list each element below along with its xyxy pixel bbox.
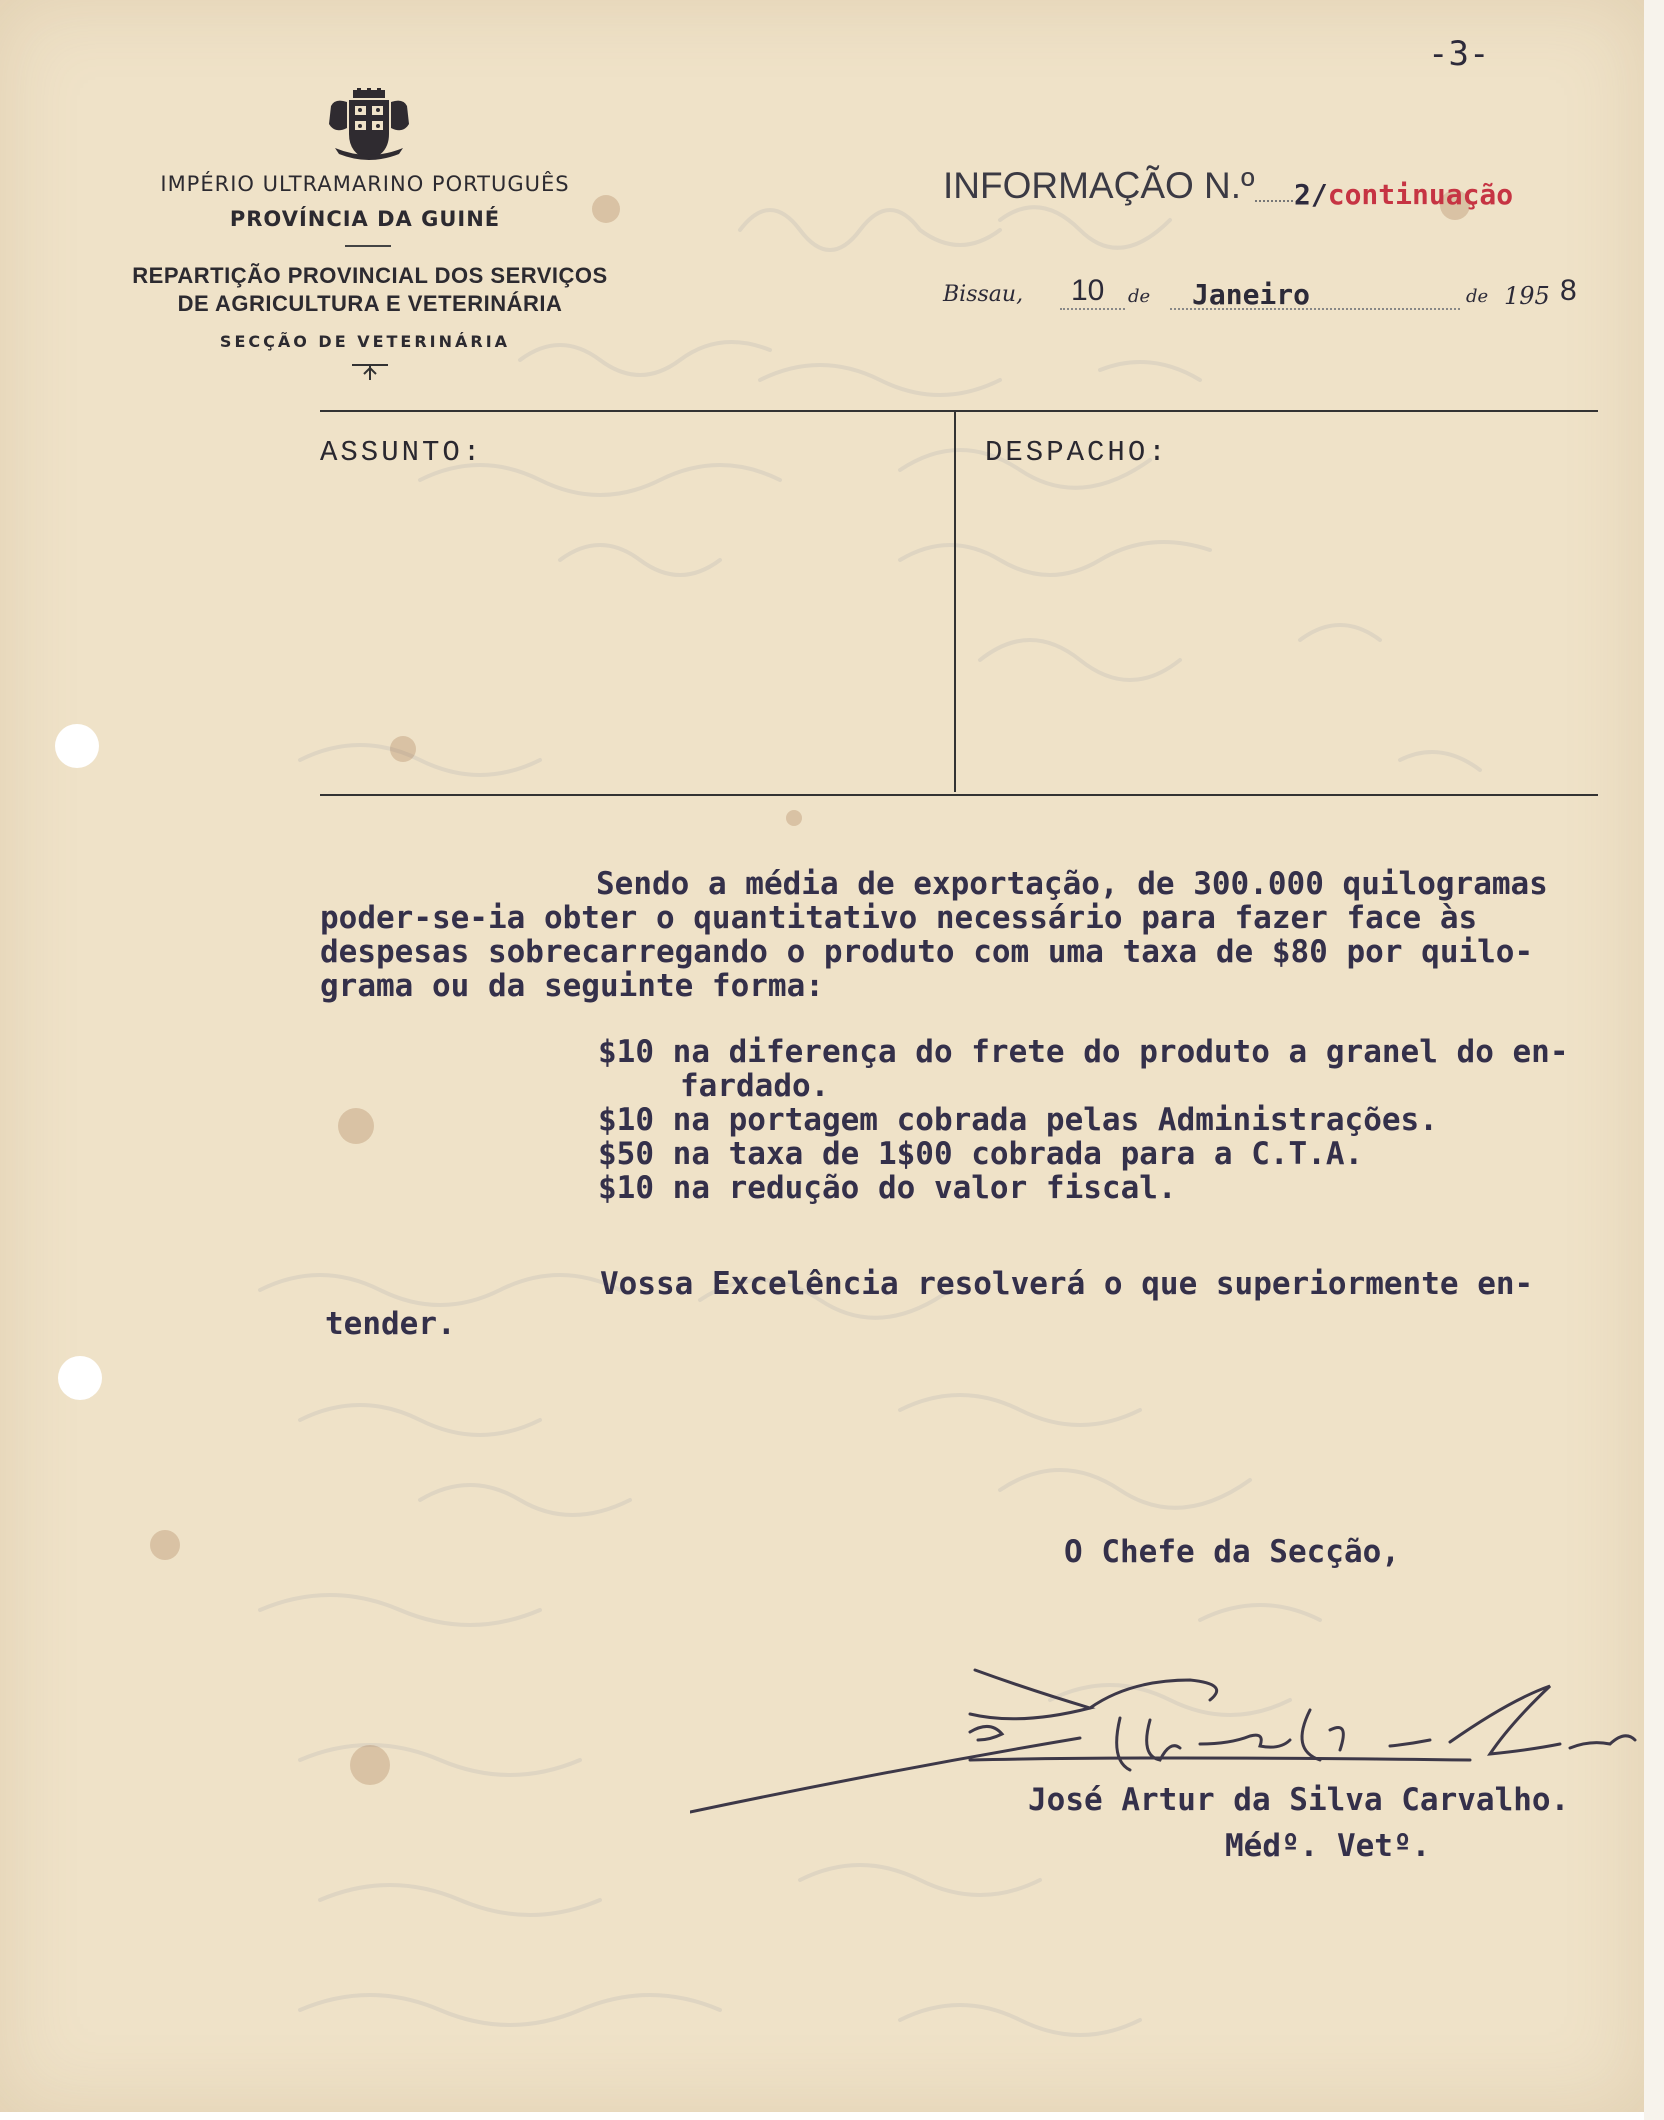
- stain: [150, 1530, 180, 1560]
- date-de-2: de: [1466, 286, 1489, 307]
- date-city: Bissau,: [943, 282, 1024, 307]
- information-number-prefix: 2/: [1294, 178, 1328, 211]
- header-empire: IMPÉRIO ULTRAMARINO PORTUGUÊS: [160, 172, 570, 196]
- body-line: Vossa Excelência resolverá o que superiormente en-: [600, 1266, 1534, 1302]
- list-item: fardado.: [680, 1068, 830, 1104]
- header-department: [130, 262, 610, 318]
- header-province: PROVÍNCIA DA GUINÉ: [229, 207, 501, 231]
- date-year-printed: 195: [1504, 282, 1550, 310]
- punch-hole-bottom: [58, 1356, 102, 1400]
- stain: [350, 1745, 390, 1785]
- stain: [338, 1108, 374, 1144]
- page-number: -3-: [1428, 34, 1490, 74]
- date-month: Janeiro: [1192, 278, 1311, 311]
- bottom-rule: [320, 794, 1598, 796]
- information-number-suffix: continuação: [1327, 178, 1514, 211]
- stain: [592, 195, 620, 223]
- date-de-1: de: [1128, 286, 1151, 307]
- list-item: $50 na taxa de 1$00 cobrada para a C.T.A.: [598, 1136, 1364, 1172]
- date-year-typed: 8: [1560, 274, 1577, 307]
- body-line: poder-se-ia obter o quantitativo necessário para fazer face às: [320, 900, 1478, 936]
- signatory-credential: Médº. Vetº.: [1225, 1828, 1431, 1864]
- stain: [786, 810, 802, 826]
- subject-label: ASSUNTO:: [320, 436, 484, 469]
- body-line: Sendo a média de exportação, de 300.000 quilogramas: [596, 866, 1548, 902]
- date-day: 10: [1071, 274, 1105, 307]
- list-item: $10 na diferença do frete do produto a granel do en-: [598, 1034, 1569, 1070]
- header-divider: [345, 245, 391, 247]
- header-department-line2: DE AGRICULTURA E VETERINÁRIA: [177, 291, 563, 316]
- information-number: [1294, 178, 1513, 211]
- top-rule: [320, 410, 1598, 412]
- list-item: $10 na redução do valor fiscal.: [598, 1170, 1177, 1206]
- number-dotted-leader: [1255, 200, 1293, 202]
- signatory-name: José Artur da Silva Carvalho.: [1028, 1782, 1570, 1818]
- coat-of-arms-emblem: [325, 88, 413, 164]
- list-item: $10 na portagem cobrada pelas Administrações.: [598, 1102, 1438, 1138]
- body-line: grama ou da seguinte forma:: [320, 968, 824, 1004]
- closing-title: O Chefe da Secção,: [1064, 1534, 1400, 1570]
- stain: [390, 736, 416, 762]
- date-dotted-leader: [1060, 308, 1125, 310]
- body-line: tender.: [325, 1306, 456, 1342]
- header-department-line1: REPARTIÇÃO PROVINCIAL DOS SERVIÇOS: [132, 263, 608, 288]
- page-edge: [1644, 0, 1664, 2120]
- header-section: SECÇÃO DE VETERINÁRIA: [219, 332, 511, 351]
- ornament-mark: [350, 362, 390, 387]
- punch-hole-top: [55, 724, 99, 768]
- body-line: despesas sobrecarregando o produto com uma taxa de $80 por quilo-: [320, 934, 1534, 970]
- dispatch-label: DESPACHO:: [985, 436, 1169, 469]
- box-divider: [954, 412, 956, 792]
- information-label: INFORMAÇÃO N.º: [943, 165, 1255, 206]
